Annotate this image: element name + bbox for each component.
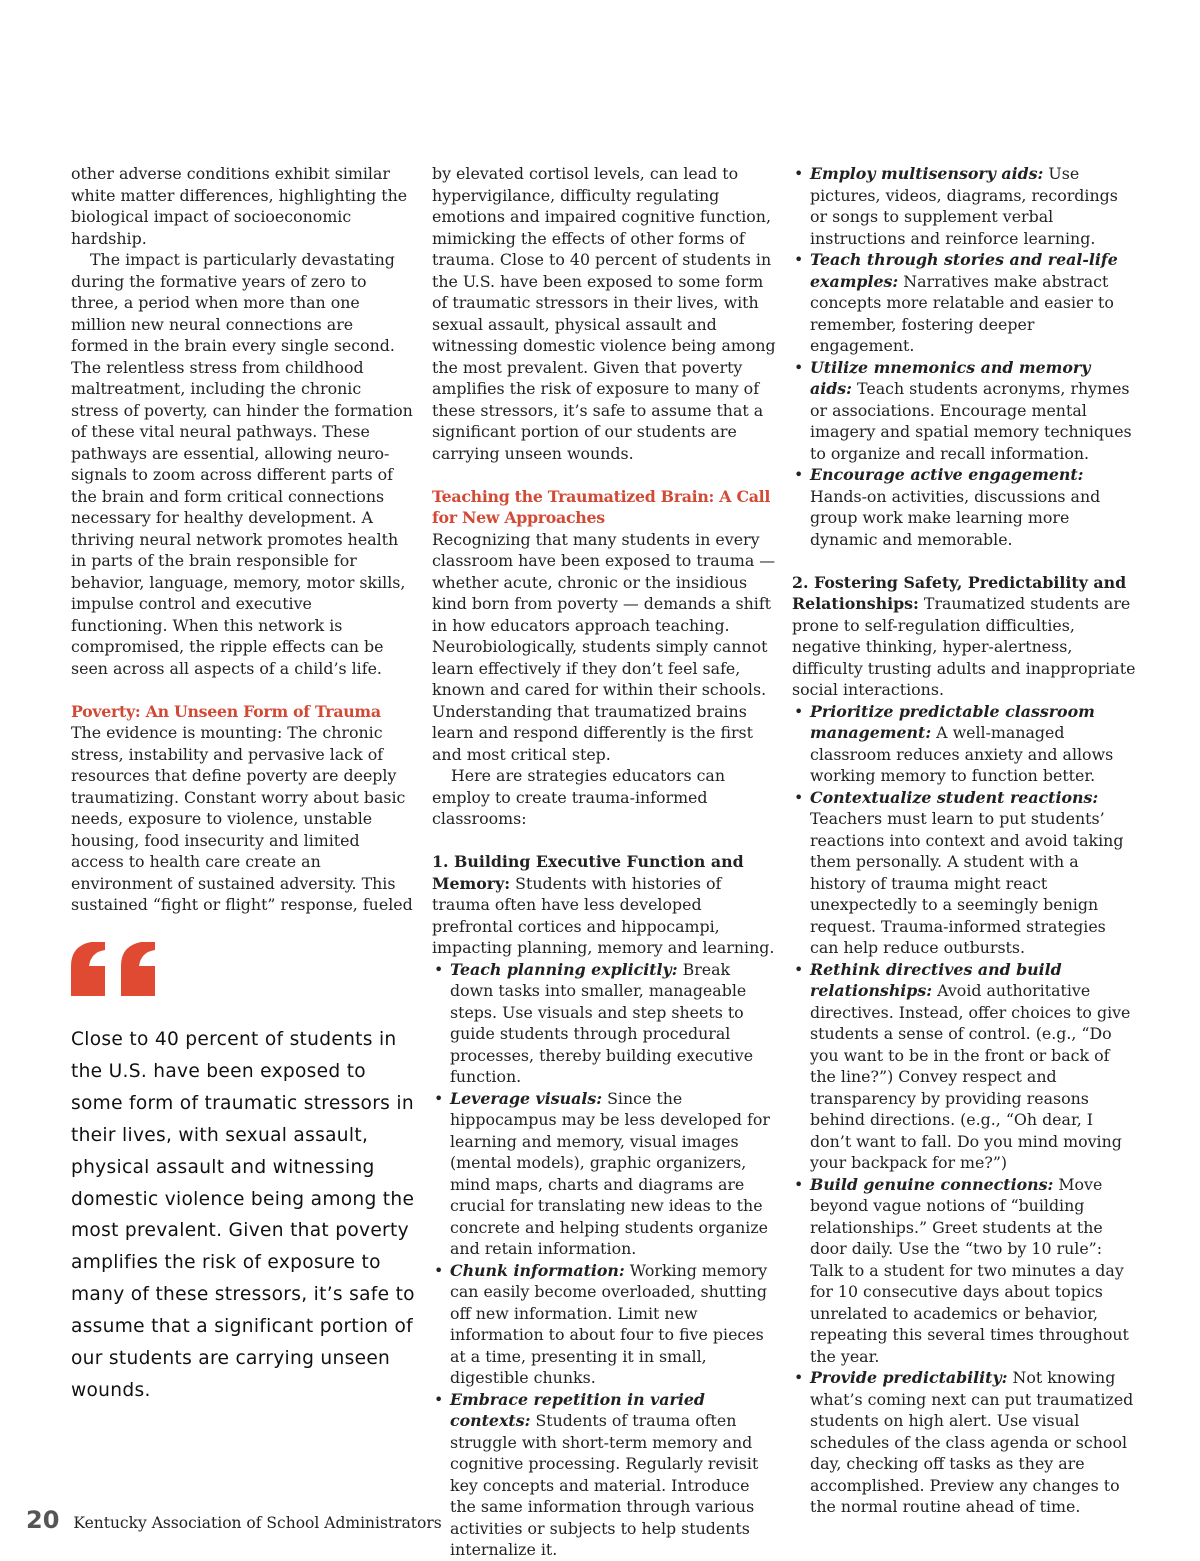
bullet-icon: • <box>434 1260 444 1280</box>
list-item <box>792 1367 1137 1518</box>
bullet-icon: • <box>434 959 444 979</box>
bullet-icon: • <box>794 164 804 183</box>
bullet-text: Since the hippocampus may be less developed for learning and memory, visual images (mental models), graphic organizers, mind maps, charts and diagrams are crucial for translating new ideas to the concrete and helping students organize and retain information. <box>450 1088 770 1258</box>
bullet-text: Break down tasks into smaller, manageable steps. Use visuals and step sheets to guide students through procedural processes, thereby building executive function. <box>450 959 754 1086</box>
list-item <box>432 1088 777 1260</box>
bullet-icon: • <box>434 1389 444 1409</box>
strategy-section-text: Students with histories of trauma often have less developed prefrontal cortices and hippocampi, impacting planning, memory and learning. <box>432 873 775 957</box>
bullet-text: Teach students acronyms, rhymes or associations. Encourage mental imagery and spatial memory techniques to organize and recall information. <box>810 379 1132 463</box>
bullet-text: Teachers must learn to put students’ reactions into context and avoid taking them personally. A student with a history of trauma might react unexpectedly to a seemingly benign request. Trauma-informed strategies can help reduce outbursts. <box>810 809 1124 957</box>
bullet-icon: • <box>794 959 804 979</box>
bullet-list <box>432 959 777 1561</box>
bullet-term: Prioritize predictable classroom management: <box>810 701 1095 742</box>
bullet-text: Move beyond vague notions of “building relationships.” Greet students at the door daily. Use the “two by 10 rule”: Talk to a student for two minutes a day for 10 consecutive days about topics unrelated to academics or behavior, repeating this several times throughout the year. <box>810 1174 1129 1366</box>
bullet-icon: • <box>794 701 804 721</box>
bullet-list <box>792 701 1137 1518</box>
bullet-term: Leverage visuals: <box>450 1088 603 1108</box>
publication-name: Kentucky Association of School Administrators <box>73 1514 442 1532</box>
pull-quote: Close to 40 percent of students in the U.S. have been exposed to some form of traumatic stressors in their lives, with sexual assault, physical assault and witnessing domestic violence being among the most prevalent. Given that poverty amplifies the risk of exposure to many of these stressors, it’s safe to assume that a significant portion of our students are carrying unseen wounds. <box>71 1029 415 1401</box>
bullet-text: A well-managed classroom reduces anxiety and allows working memory to function better. <box>810 723 1114 785</box>
bullet-text: Working memory can easily become overloaded, shutting off new information. Limit new information to about four to five pieces at a time, presenting it in small, digestible chunks. <box>450 1260 768 1387</box>
quote-mark-icon <box>71 942 155 996</box>
page-number: 20 <box>26 1506 60 1534</box>
strategy-section-title: 1. Building Executive Function and Memory: <box>432 852 744 893</box>
list-item <box>792 249 1137 357</box>
bullet-term: Build genuine connections: <box>810 1174 1054 1194</box>
bullet-icon: • <box>794 250 804 269</box>
bullet-term: Rethink directives and build relationships: <box>810 959 1062 1000</box>
bullet-icon: • <box>794 465 804 484</box>
strategy-section-title: 2. Fostering Safety, Predictability and Relationships: <box>792 572 1127 613</box>
list-item <box>432 1260 777 1389</box>
column-3 <box>792 163 1137 1518</box>
list-item <box>792 959 1137 1174</box>
bullet-text: Use pictures, videos, diagrams, recordings or songs to supplement verbal instructions and reinforce learning. <box>810 164 1118 248</box>
strategy-section-text: Traumatized students are prone to self-regulation difficulties, negative thinking, hyper-alertness, difficulty trusting adults and inappropriate social interactions. <box>792 594 1136 699</box>
list-item <box>432 959 777 1088</box>
bullet-term: Teach planning explicitly: <box>450 959 678 979</box>
bullet-term: Encourage active engagement: <box>810 465 1084 484</box>
body-paragraph: by elevated cortisol levels, can lead to hypervigilance, difficulty regulating emotions and impaired cognitive function, mimicking the effects of other forms of trauma. Close to 40 percent of students in the U.S. have been exposed to some form of traumatic stressors in their lives, with sexual assault, physical assault and witnessing domestic violence being among the most prevalent. Given that poverty amplifies the risk of exposure to many of these stressors, it’s safe to assume that a significant portion of our students are carrying unseen wounds. <box>432 164 776 463</box>
list-item <box>792 701 1137 787</box>
body-paragraph: The impact is particularly devastating during the formative years of zero to three, a period when more than one million new neural connections are formed in the brain every single second. The relentless stress from childhood maltreatment, including the chronic stress of poverty, can hinder the formation of these vital neural pathways. These pathways are essential, allowing neuro-signals to zoom across different parts of the brain and form critical connections necessary for healthy development. A thriving neural network promotes health in parts of the brain responsible for behavior, language, memory, motor skills, impulse control and executive functioning. When this network is compromised, the ripple effects can be seen across all aspects of a child’s life. <box>71 250 413 678</box>
bullet-icon: • <box>794 1174 804 1194</box>
body-paragraph: Recognizing that many students in every classroom have been exposed to trauma — whether acute, chronic or the insidious kind born from poverty — demands a shift in how educators approach teaching. Neurobiologically, students simply cannot learn effectively if they don’t feel safe, known and cared for within their schools. Understanding that traumatized brains learn and respond differently is the first and most critical step. <box>432 529 776 764</box>
list-item <box>792 163 1137 249</box>
bullet-term: Chunk information: <box>450 1260 625 1280</box>
list-item <box>792 1174 1137 1368</box>
bullet-term: Provide predictability: <box>810 1368 1008 1387</box>
bullet-text: Hands-on activities, discussions and group work make learning more dynamic and memorable. <box>810 486 1101 549</box>
bullet-term: Contextualize student reactions: <box>810 787 1099 807</box>
bullet-term: Teach through stories and real-life examples: <box>810 250 1118 291</box>
bullet-text: Students of trauma often struggle with short-term memory and cognitive processing. Regularly revisit key concepts and material. Introduce the same information through various activities or subjects to help students internalize it. <box>450 1411 759 1559</box>
bullet-term: Embrace repetition in varied contexts: <box>450 1389 705 1430</box>
bullet-icon: • <box>794 787 804 807</box>
list-item <box>792 464 1137 550</box>
column-2 <box>432 163 777 1561</box>
bullet-text: Not knowing what’s coming next can put traumatized students on high alert. Use visual schedules of the class agenda or school day, checking off tasks as they are accomplished. Preview any changes to the normal routine ahead of time. <box>810 1368 1134 1516</box>
section-heading: Teaching the Traumatized Brain: A Call for New Approaches <box>432 486 771 527</box>
list-item <box>792 787 1137 959</box>
bullet-term: Employ multisensory aids: <box>810 164 1044 183</box>
bullet-icon: • <box>434 1088 444 1108</box>
bullet-text: Narratives make abstract concepts more relatable and easier to remember, fostering deeper engagement. <box>810 271 1114 355</box>
section-heading: Poverty: An Unseen Form of Trauma <box>71 701 381 721</box>
bullet-icon: • <box>794 357 804 377</box>
column-1 <box>71 163 413 916</box>
body-paragraph: other adverse conditions exhibit similar white matter differences, highlighting the biological impact of socioeconomic hardship. <box>71 164 408 248</box>
bullet-term: Utilize mnemonics and memory aids: <box>810 357 1091 398</box>
bullet-text: Avoid authoritative directives. Instead, offer choices to give students a sense of control. (e.g., “Do you want to be in the front or back of the line?”) Convey respect and transparency by providing reasons behind directions. (e.g., “Oh dear, I don’t want to fall. Do you mind moving your backpack for me?”) <box>810 981 1131 1172</box>
strategy-section-2 <box>792 572 1137 701</box>
strategy-section-1 <box>432 851 777 959</box>
list-item <box>432 1389 777 1561</box>
bullet-list <box>792 163 1137 550</box>
list-item <box>792 357 1137 465</box>
page-footer <box>26 1506 442 1546</box>
bullet-icon: • <box>794 1368 804 1387</box>
body-paragraph: The evidence is mounting: The chronic stress, instability and pervasive lack of resources that define poverty are deeply traumatizing. Constant worry about basic needs, exposure to violence, unstable housing, food insecurity and limited access to health care create an environment of sustained adversity. This sustained “fight or flight” response, fueled <box>71 723 413 914</box>
body-paragraph: Here are strategies educators can employ to create trauma-informed classrooms: <box>432 766 726 828</box>
